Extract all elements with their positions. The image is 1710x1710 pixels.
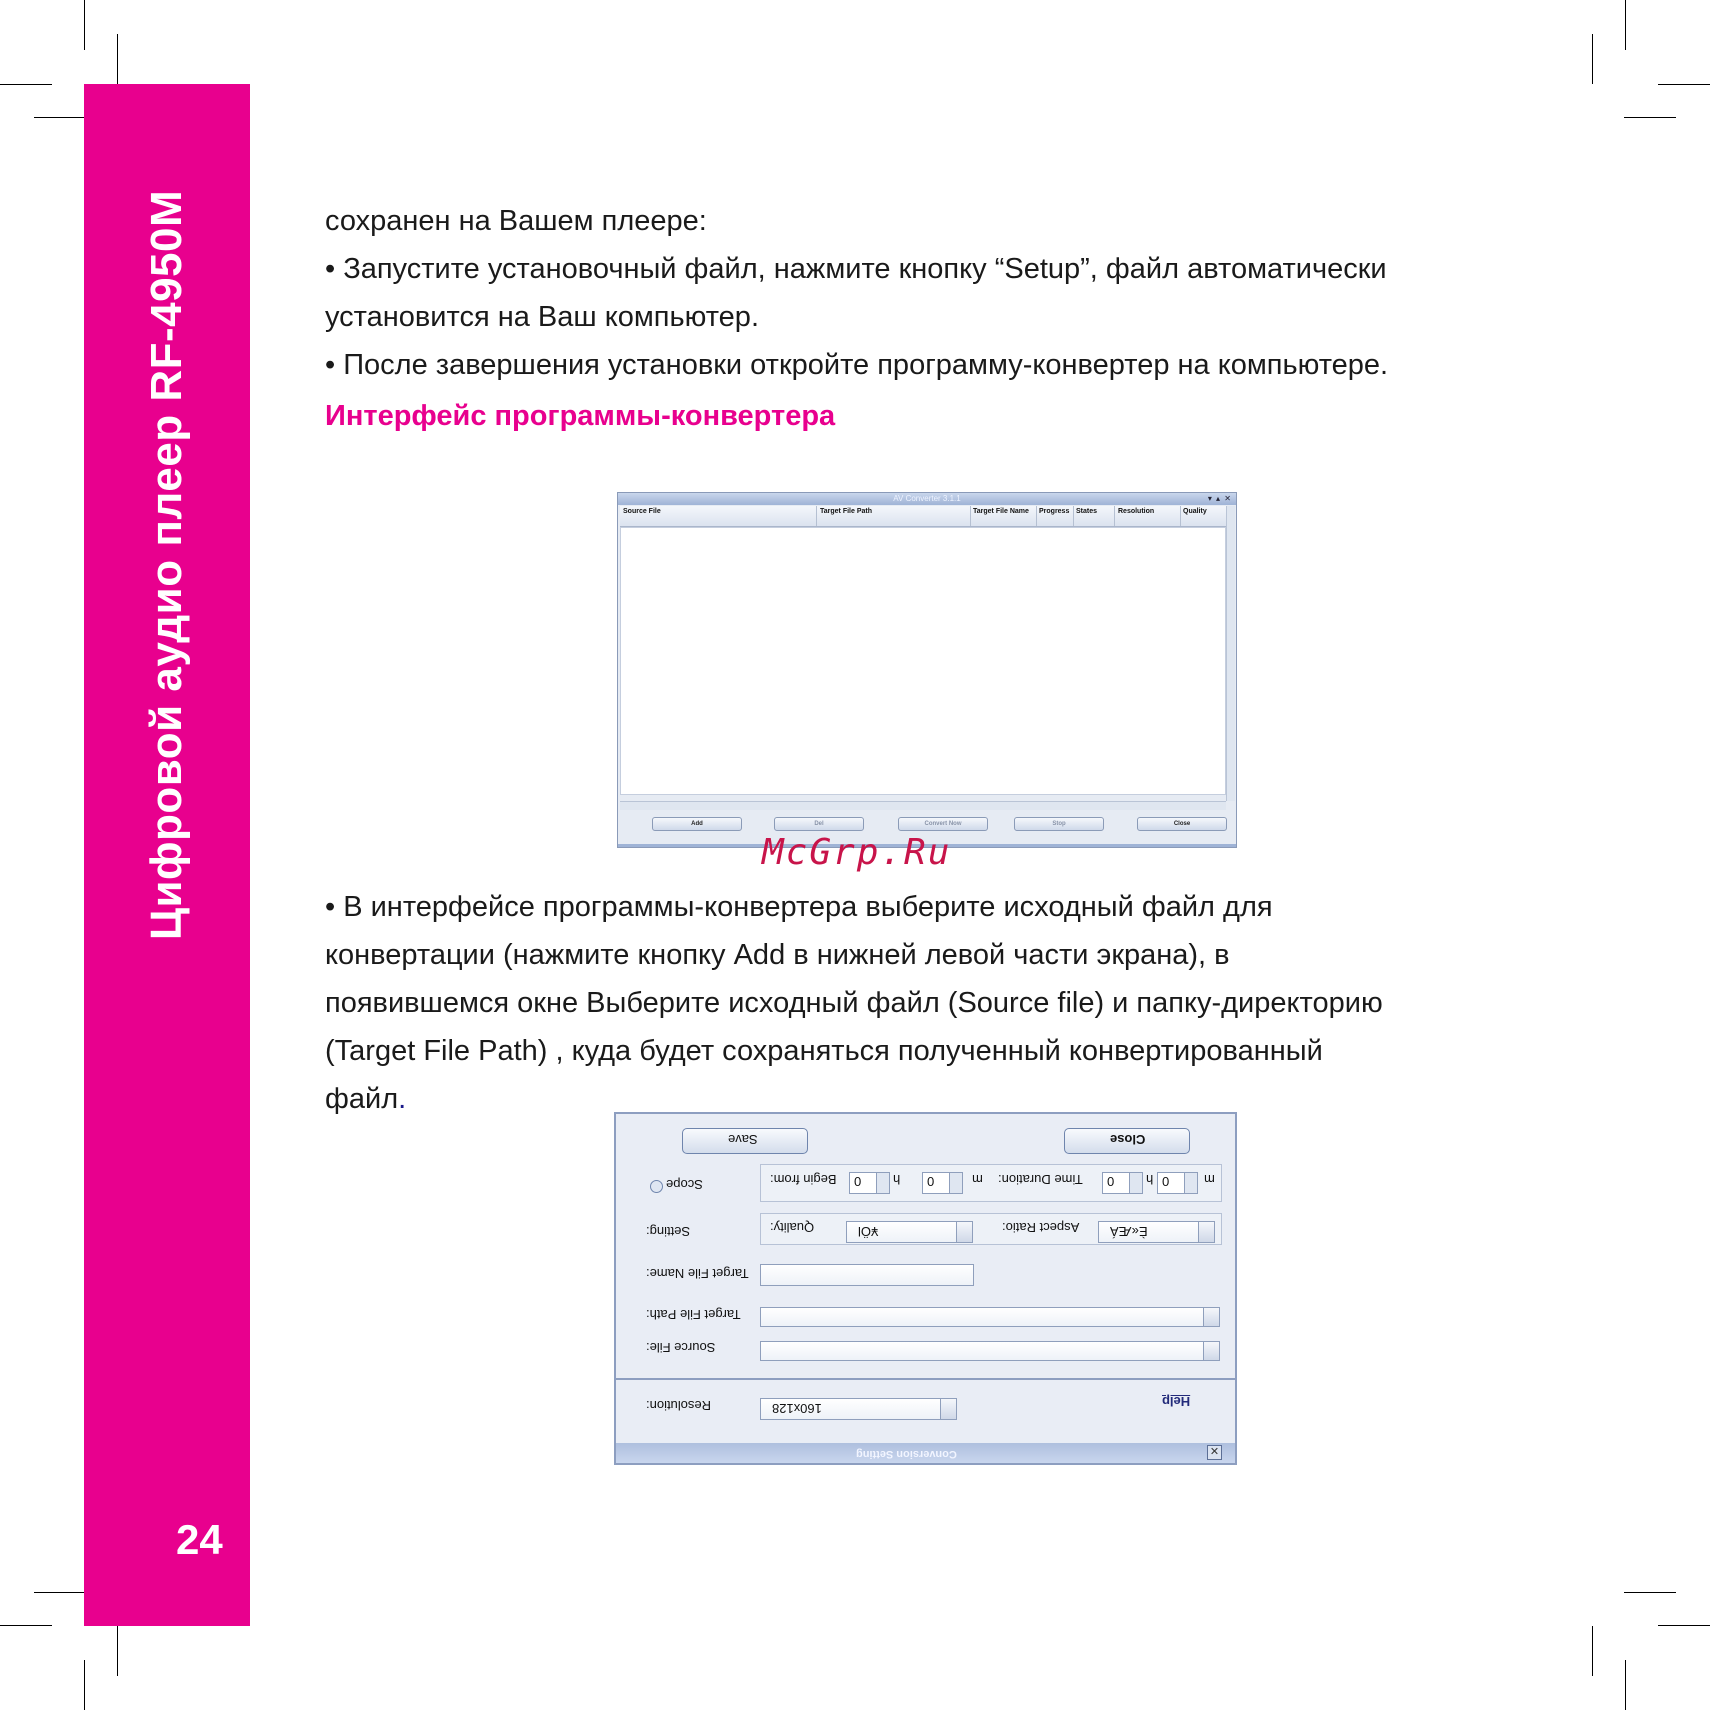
convert-now-button[interactable]: Convert Now xyxy=(898,817,988,831)
paragraph: установится на Ваш компьютер. xyxy=(325,301,759,333)
minutes-unit: m xyxy=(1204,1172,1215,1187)
source-file-label: Source File: xyxy=(646,1340,716,1355)
begin-minutes-stepper[interactable] xyxy=(949,1172,963,1194)
duration-hours-value: 0 xyxy=(1107,1174,1115,1189)
hours-unit: h xyxy=(1146,1172,1154,1187)
browse-icon[interactable] xyxy=(1203,1341,1220,1361)
column-header[interactable]: Target File Name xyxy=(973,508,1029,515)
title-bar xyxy=(618,493,1236,505)
paragraph: • После завершения установки откройте программу-конвертер на компьютере. xyxy=(325,349,1389,381)
close-button[interactable]: Close xyxy=(1137,817,1227,831)
column-divider xyxy=(970,506,971,526)
minutes-unit: m xyxy=(972,1172,983,1187)
column-header[interactable]: Quality xyxy=(1183,508,1207,515)
column-header[interactable]: Resolution xyxy=(1118,508,1155,515)
crop-mark xyxy=(1624,1592,1676,1593)
paragraph: сохранен на Вашем плеере: xyxy=(325,205,707,237)
duration-hours-stepper[interactable] xyxy=(1129,1172,1143,1194)
chevron-down-icon[interactable] xyxy=(1198,1221,1215,1243)
hours-unit: h xyxy=(893,1172,901,1187)
crop-mark xyxy=(1625,0,1626,50)
duration-minutes-stepper[interactable] xyxy=(1184,1172,1198,1194)
time-duration-label: Time Duration: xyxy=(998,1172,1083,1187)
begin-hours-stepper[interactable] xyxy=(876,1172,890,1194)
close-icon[interactable]: ✕ xyxy=(1207,1445,1222,1460)
chevron-down-icon[interactable] xyxy=(956,1221,973,1243)
paragraph: • В интерфейсе программы-конвертера выберите исходный файл для xyxy=(325,891,1273,923)
paragraph: (Target File Path) , куда будет сохраняться полученный конвертированный xyxy=(325,1035,1323,1067)
target-file-path-input[interactable] xyxy=(760,1307,1204,1327)
del-button[interactable]: Del xyxy=(774,817,864,831)
column-divider xyxy=(816,506,817,526)
begin-from-label: Begin from: xyxy=(770,1172,837,1187)
column-divider xyxy=(1036,506,1037,526)
horizontal-scrollbar[interactable] xyxy=(620,801,1226,810)
column-divider xyxy=(1114,506,1115,526)
duration-minutes-value: 0 xyxy=(1162,1174,1170,1189)
save-label: Save xyxy=(728,1132,758,1147)
stop-button[interactable]: Stop xyxy=(1014,817,1104,831)
paragraph: файл xyxy=(325,1083,399,1115)
window-title: AV Converter 3.1.1 xyxy=(893,494,961,503)
crop-mark xyxy=(1625,1660,1626,1710)
paragraph: • Запустите установочный файл, нажмите кнопку “Setup”, файл автоматически xyxy=(325,253,1387,285)
chevron-down-icon[interactable] xyxy=(940,1398,957,1420)
quality-value: ¥Öl xyxy=(858,1224,879,1239)
quality-label: Quality: xyxy=(770,1220,815,1235)
paragraph: конвертации (нажмите кнопку Add в нижней левой части экрана), в xyxy=(325,939,1230,971)
crop-mark xyxy=(1592,1626,1593,1676)
target-file-name-label: Target File Name: xyxy=(646,1266,749,1281)
conversion-setting-screenshot xyxy=(614,1112,1237,1465)
crop-mark xyxy=(84,0,85,50)
setting-label: Setting: xyxy=(646,1224,691,1239)
crop-mark xyxy=(1658,84,1710,85)
crop-mark xyxy=(34,1592,86,1593)
begin-hours-value: 0 xyxy=(854,1174,862,1189)
crop-mark xyxy=(1624,117,1676,118)
browse-icon[interactable] xyxy=(1203,1307,1220,1327)
aspect-ratio-label: Aspect Ratio: xyxy=(1002,1220,1080,1235)
instruction-text xyxy=(325,883,1505,1123)
resolution-value: 160x128 xyxy=(772,1401,822,1416)
section-heading: Интерфейс программы-конвертера xyxy=(325,400,836,432)
crop-mark xyxy=(117,1626,118,1676)
window-title: Conversion Setting xyxy=(856,1448,957,1460)
crop-mark xyxy=(1658,1625,1710,1626)
intro-text xyxy=(325,197,1505,389)
vertical-scrollbar[interactable] xyxy=(1226,506,1235,801)
paragraph: появившемся окне Выберите исходный файл (Source file) и папку-директорию xyxy=(325,987,1383,1019)
column-header[interactable]: States xyxy=(1076,508,1098,515)
crop-mark xyxy=(1592,34,1593,84)
window-controls[interactable]: ▾ ▴ ✕ xyxy=(1207,494,1232,503)
column-divider xyxy=(1180,506,1181,526)
begin-minutes-value: 0 xyxy=(927,1174,935,1189)
crop-mark xyxy=(117,34,118,84)
period: . xyxy=(398,1083,407,1115)
column-header[interactable]: Source File xyxy=(623,508,661,515)
divider xyxy=(616,1378,1235,1380)
scope-radio[interactable] xyxy=(650,1180,663,1193)
file-list[interactable] xyxy=(620,527,1226,795)
table-header xyxy=(620,506,1226,527)
crop-mark xyxy=(34,117,86,118)
scope-label: Scope xyxy=(666,1177,703,1192)
sidebar-title: Цифровой аудио плеер RF-4950M xyxy=(142,189,191,941)
target-file-name-input[interactable] xyxy=(760,1264,974,1286)
resolution-label: Resolution: xyxy=(646,1398,712,1413)
source-file-input[interactable] xyxy=(760,1341,1204,1361)
column-divider xyxy=(1073,506,1074,526)
close-label: Close xyxy=(1110,1132,1146,1147)
crop-mark xyxy=(0,84,52,85)
add-button[interactable]: Add xyxy=(652,817,742,831)
column-header[interactable]: Progress xyxy=(1039,508,1070,515)
target-file-path-label: Target File Path: xyxy=(646,1307,741,1322)
column-header[interactable]: Target File Path xyxy=(820,508,872,515)
page-number: 24 xyxy=(176,1516,223,1563)
help-link[interactable]: Help xyxy=(1162,1394,1191,1409)
converter-window-screenshot xyxy=(617,492,1237,848)
crop-mark xyxy=(0,1625,52,1626)
watermark: McGrp.Ru xyxy=(762,832,952,873)
crop-mark xyxy=(84,1660,85,1710)
aspect-ratio-value: È«ÆÁ xyxy=(1110,1224,1148,1239)
